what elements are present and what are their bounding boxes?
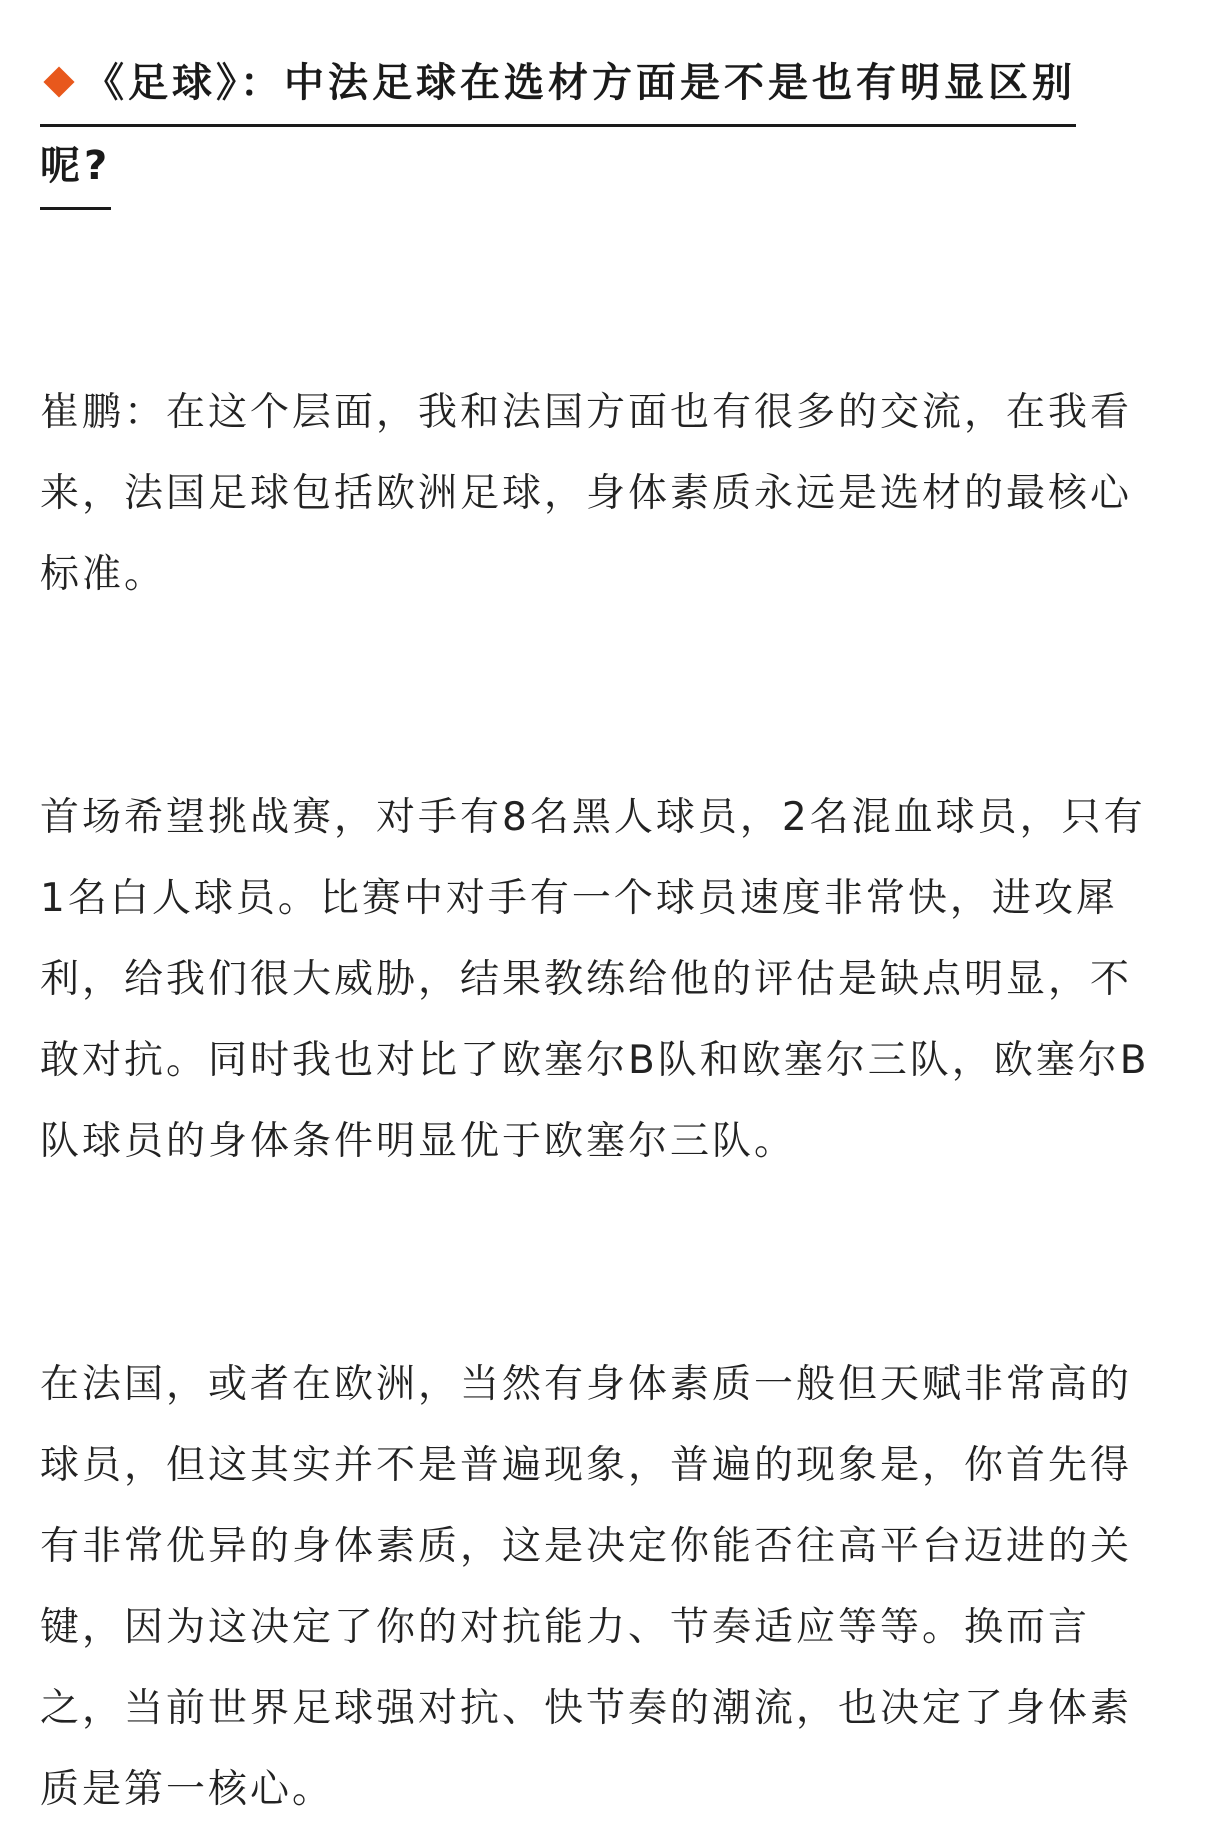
paragraph-3: 在法国，或者在欧洲，当然有身体素质一般但天赋非常高的球员，但这其实并不是普遍现象，普遍的现象是，你首先得有非常优异的身体素质，这是决定你能否往高平台迈进的关键，因为这决定了你的对抗能力、节奏适应等等。换而言之，当前世界足球强对抗、快节奏的潮流，也决定了身体素质是第一核心。 — [40, 1362, 1133, 1812]
heading-line-2 — [40, 127, 111, 210]
paragraph-2: 首场希望挑战赛，对手有8名黑人球员，2名混血球员，只有1名白人球员。比赛中对手有一个球员速度非常快，进攻犀利，给我们很大威胁，结果教练给他的评估是缺点明显，不敢对抗。同时我也对比了欧塞尔B队和欧塞尔三队，欧塞尔B队球员的身体条件明显优于欧塞尔三队。 — [40, 795, 1150, 1164]
article — [40, 44, 1172, 1830]
paragraph-1: 崔鹏：在这个层面，我和法国方面也有很多的交流，在我看来，法国足球包括欧洲足球，身体素质永远是选材的最核心标准。 — [40, 390, 1133, 597]
heading-line-1 — [40, 44, 1076, 127]
section-heading — [40, 44, 1172, 210]
heading-text-1: 《足球》：中法足球在选材方面是不是也有明显区别 — [84, 60, 1076, 106]
heading-text-2: 呢? — [40, 143, 112, 189]
diamond-icon — [43, 66, 74, 97]
